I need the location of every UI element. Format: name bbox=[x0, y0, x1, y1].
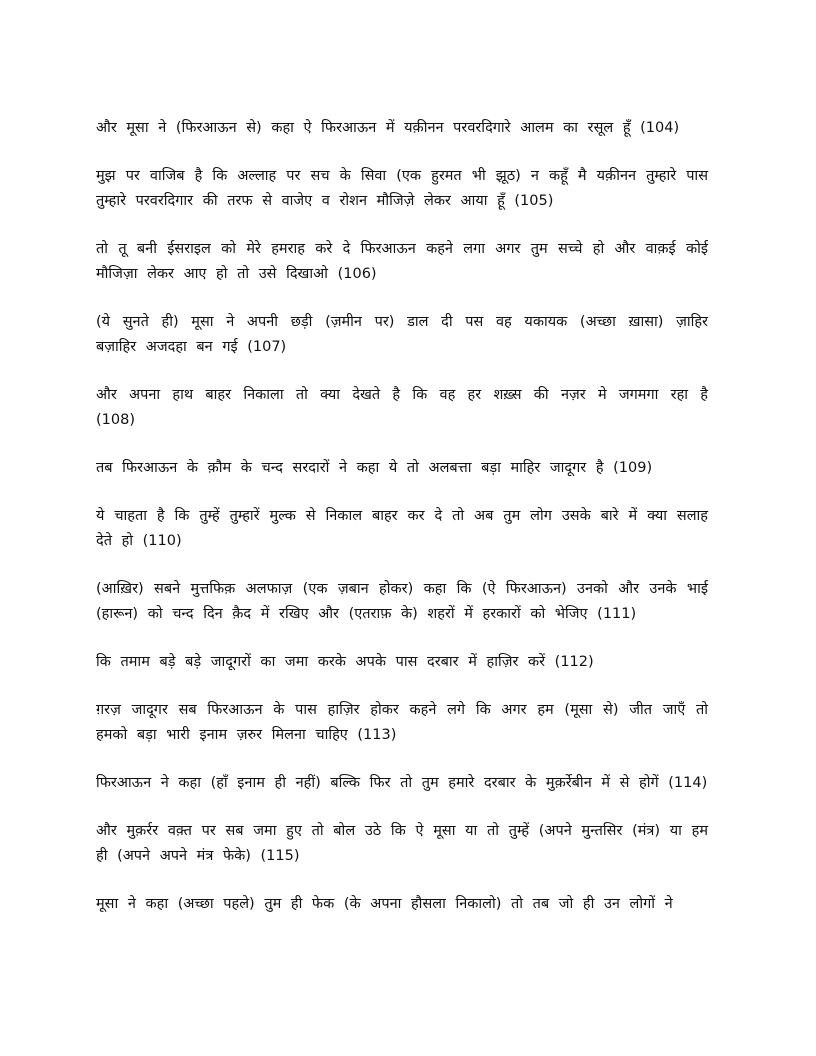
verse-104: और मूसा ने (फिरआऊन से) कहा ऐ फिरआऊन में यक़ीनन परवरदिगारे आलम का रसूल हूँ (104) bbox=[96, 120, 680, 136]
verse-114: फिरआऊन ने कहा (हाँ इनाम ही नहीं) बल्कि फिर तो तुम हमारे दरबार के मुक़र्रेबीन में से होगें (114) bbox=[96, 775, 708, 791]
page-body bbox=[96, 116, 708, 940]
verse-106: तो तू बनी ईसराइल को मेरे हमराह करे दे फिरआऊन कहने लगा अगर तुम सच्चे हो और वाक़ई कोई मौजिज़ा लेकर आए हो तो उसे दिखाओ (106) bbox=[96, 241, 708, 282]
verse-107: (ये सुनते ही) मूसा ने अपनी छड़ी (ज़मीन पर) डाल दी पस वह यकायक (अच्छा ख़ासा) ज़ाहिर बज़ाहिर अजदहा बन गई (107) bbox=[96, 314, 708, 355]
verse-116-partial: मूसा ने कहा (अच्छा पहले) तुम ही फेक (के अपना हौसला निकालो) तो तब जो ही उन लोगों ने bbox=[96, 896, 673, 912]
verse-108: और अपना हाथ बाहर निकाला तो क्या देखते है कि वह हर शख़्स की नज़र मे जगमगा रहा है (108) bbox=[96, 387, 708, 428]
verse-111: (आख़िर) सबने मुत्तफिक़ अलफाज़ (एक ज़बान होकर) कहा कि (ऐ फिरआऊन) उनको और उनके भाई (हारून) को चन्द दिन क़ैद में रखिए और (एतराफ़ के) शहरों में हरकारों को भेजिए (111) bbox=[96, 581, 708, 622]
verse-112: कि तमाम बड़े बड़े जादूगरों का जमा करके अपके पास दरबार में हाज़िर करें (112) bbox=[96, 654, 594, 670]
verse-109: तब फिरआऊन के क़ौम के चन्द सरदारों ने कहा ये तो अलबत्ता बड़ा माहिर जादूगर है (109) bbox=[96, 460, 653, 476]
verse-115: और मुक़र्रर वक़्त पर सब जमा हुए तो बोल उठे कि ऐ मूसा या तो तुम्हें (अपने मुन्तसिर (मंत्र) या हम ही (अपने अपने मंत्र फेके) (115) bbox=[96, 823, 708, 864]
verse-105: मुझ पर वाजिब है कि अल्लाह पर सच के सिवा (एक हुरमत भी झूठ) न कहूँ मै यक़ीनन तुम्हारे पास तुम्हारे परवरदिगार की तरफ से वाजेए व रोशन मौजिज़े लेकर आया हूँ (105) bbox=[96, 168, 708, 209]
verse-113: ग़रज़ जादूगर सब फिरआऊन के पास हाज़िर होकर कहने लगे कि अगर हम (मूसा से) जीत जाएँ तो हमको बड़ा भारी इनाम ज़रुर मिलना चाहिए (113) bbox=[96, 702, 708, 743]
verse-110: ये चाहता है कि तुम्हें तुम्हारें मुल्क से निकाल बाहर कर दे तो अब तुम लोग उसके बारे में क्या सलाह देते हो (110) bbox=[96, 508, 708, 549]
